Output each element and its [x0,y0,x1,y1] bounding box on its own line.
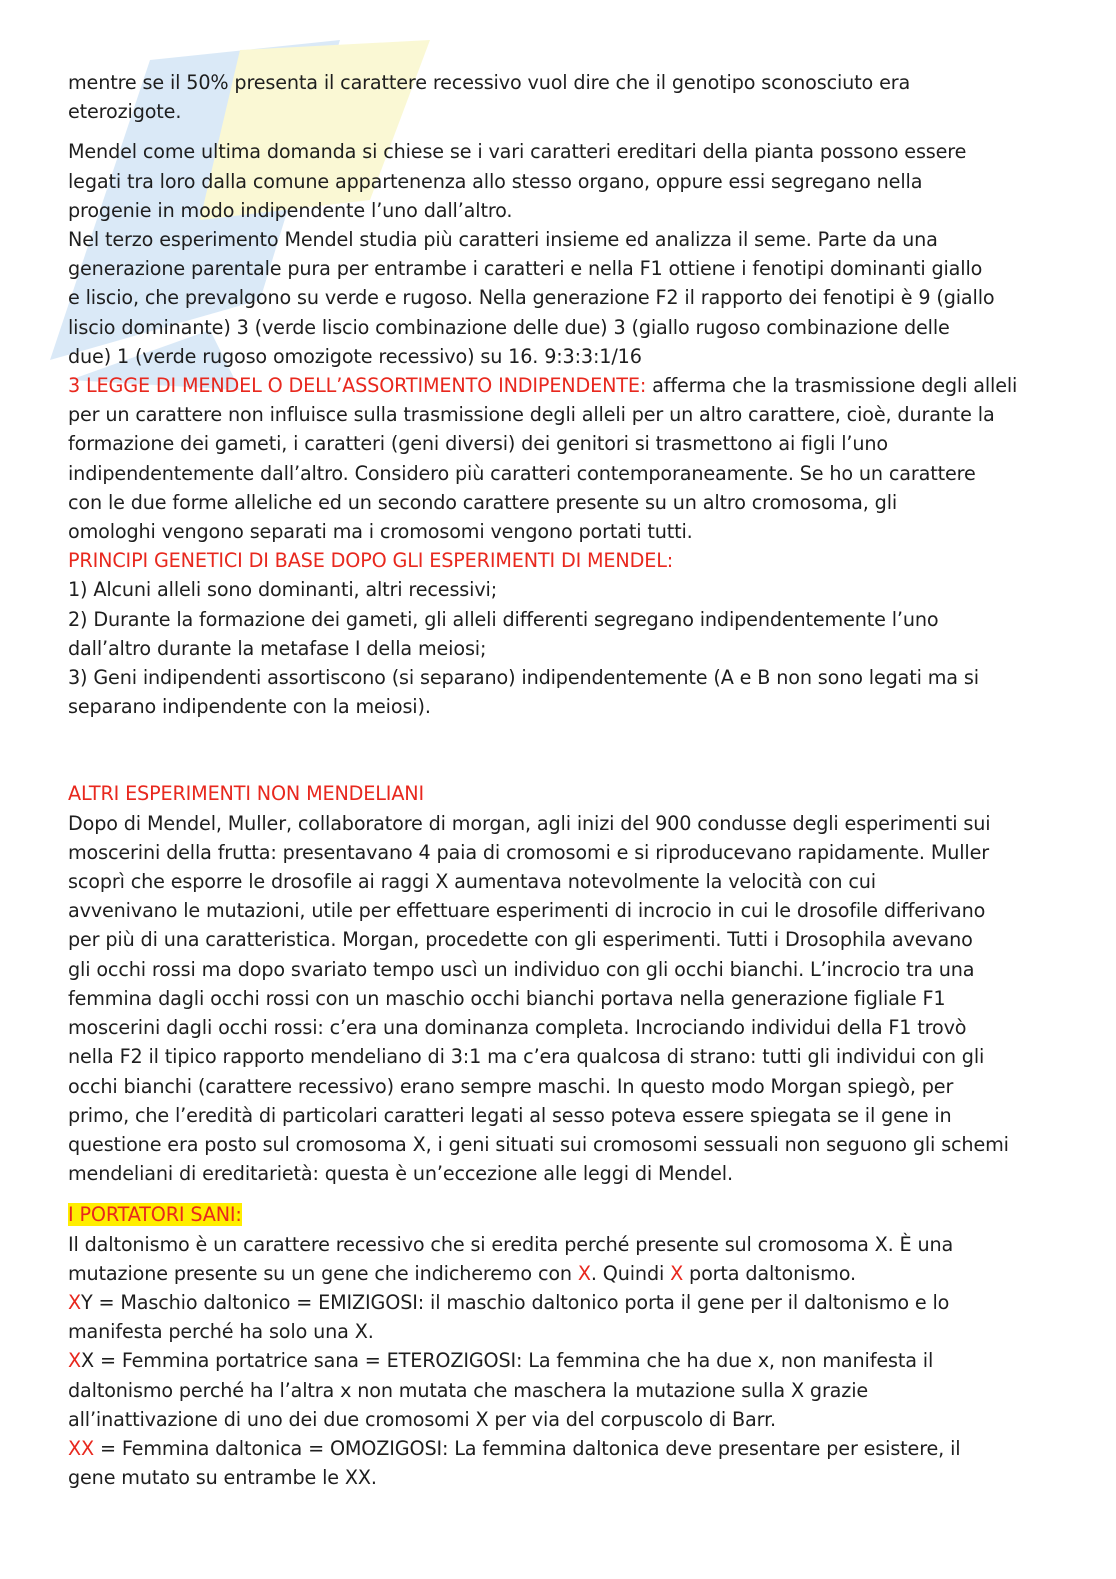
text-line [68,1200,1048,1229]
section-heading-third-law: 3 LEGGE DI MENDEL O DELL’ASSORTIMENTO INDIPENDENTE: [68,374,647,398]
paragraph-genetic-principles [68,546,1048,721]
text-span: mutazione presente su un gene che indicheremo con [68,1261,578,1285]
text-span: = Femmina daltonica = OMOZIGOSI: La femmina daltonica deve presentare per esistere, il [94,1436,961,1460]
text-line [68,1259,1048,1288]
text-line: omologhi vengono separati ma i cromosomi vengono portati tutti. [68,520,693,544]
text-line [68,371,1048,400]
text-line: gene mutato su entrambe le XX. [68,1466,377,1490]
text-line [68,1346,1048,1375]
paragraph-third-experiment [68,225,1048,371]
paragraph-intro [68,68,1048,126]
text-line: mentre se il 50% presenta il carattere recessivo vuol dire che il genotipo sconosciuto era [68,71,911,94]
text-line: Nel terzo esperimento Mendel studia più caratteri insieme ed analizza il seme. Parte da una [68,228,938,252]
paragraph-third-law [68,371,1048,546]
list-item: 2) Durante la formazione dei gameti, gli alleli differenti segregano indipendentemente l’uno [68,607,939,631]
text-line: manifesta perché ha solo una X. [68,1320,374,1344]
text-span: afferma che la trasmissione degli alleli [646,374,1018,398]
x-symbol: X [670,1261,684,1285]
text-line: gli occhi rossi ma dopo svariato tempo uscì un individuo con gli occhi bianchi. L’incrocio tra una [68,957,975,981]
text-line: avvenivano le mutazioni, utile per effettuare esperimenti di incrocio in cui le drosofile differivano [68,899,986,923]
text-line: moscerini dagli occhi rossi: c’era una dominanza completa. Incrociando individui della F1 trovò [68,1016,967,1040]
text-line: per più di una caratteristica. Morgan, procedette con gli esperimenti. Tutti i Drosophila avevano [68,928,973,952]
text-line: all’inattivazione di uno dei due cromosomi X per via del corpuscolo di Barr. [68,1407,776,1431]
text-line: scoprì che esporre le drosofile ai raggi X aumentava notevolmente la velocità con cui [68,870,876,894]
text-line: e liscio, che prevalgono su verde e rugoso. Nella generazione F2 il rapporto dei fenotipi è 9 (giallo [68,286,995,310]
text-line: primo, che l’eredità di particolari caratteri legati al sesso poteva essere spiegata se il gene in [68,1103,952,1127]
section-heading-carriers: I PORTATORI SANI: [68,1203,242,1227]
text-line: indipendentemente dall’altro. Considero più caratteri contemporaneamente. Se ho un carattere [68,461,976,485]
text-line: per un carattere non influisce sulla trasmissione degli alleli per un altro carattere, cioè, durante la [68,403,995,427]
text-line: mendeliani di ereditarietà: questa è un’eccezione alle leggi di Mendel. [68,1162,733,1186]
text-span: Y = Maschio daltonico = EMIZIGOSI: il maschio daltonico porta il gene per il daltonismo e lo [81,1290,950,1314]
text-span: X = Femmina portatrice sana = ETEROZIGOSI: La femmina che ha due x, non manifesta il [81,1349,934,1373]
text-line [68,1288,1048,1317]
text-span: . Quindi [590,1261,671,1285]
text-line: legati tra loro dalla comune appartenenza allo stesso organo, oppure essi segregano nella [68,169,923,193]
section-heading-non-mendelian: ALTRI ESPERIMENTI NON MENDELIANI [68,782,425,806]
list-item-continuation: dall’altro durante la metafase I della meiosi; [68,636,487,660]
text-line: questione era posto sul cromosoma X, i geni situati sui cromosomi sessuali non seguono gli schemi [68,1132,1009,1156]
text-line: moscerini della frutta: presentavano 4 paia di cromosomi e si riproducevano rapidamente. Muller [68,840,989,864]
section-heading-principles: PRINCIPI GENETICI DI BASE DOPO GLI ESPERIMENTI DI MENDEL: [68,549,674,573]
text-line: progenie in modo indipendente l’uno dall’altro. [68,198,513,222]
list-item-continuation: separano indipendente con la meiosi). [68,695,431,719]
list-item: 1) Alcuni alleli sono dominanti, altri recessivi; [68,578,498,602]
document-page [68,68,1048,1492]
paragraph-non-mendelian [68,779,1048,1188]
x-symbol: X [68,1290,81,1314]
text-line: due) 1 (verde rugoso omozigote recessivo) su 16. 9:3:3:1/16 [68,344,642,368]
xx-symbol: XX [68,1436,94,1460]
text-line: occhi bianchi (carattere recessivo) erano sempre maschi. In questo modo Morgan spiegò, per [68,1074,954,1098]
text-line: eterozigote. [68,100,182,124]
list-item: 3) Geni indipendenti assortiscono (si separano) indipendentemente (A e B non sono legati ma si [68,666,979,690]
text-line: Mendel come ultima domanda si chiese se i vari caratteri ereditari della pianta possono essere [68,140,967,164]
text-line: Il daltonismo è un carattere recessivo che si eredita perché presente sul cromosoma X. È una [68,1232,954,1256]
paragraph-carriers [68,1200,1048,1492]
text-line: con le due forme alleliche ed un secondo carattere presente su un altro cromosoma, gli [68,490,898,514]
text-span: porta daltonismo. [683,1261,856,1285]
x-symbol: X [577,1261,591,1285]
text-line: formazione dei gameti, i caratteri (geni diversi) dei genitori si trasmettono ai figli l’uno [68,432,888,456]
text-line: daltonismo perché ha l’altra x non mutata che maschera la mutazione sulla X grazie [68,1378,869,1402]
text-line: nella F2 il tipico rapporto mendeliano di 3:1 ma c’era qualcosa di strano: tutti gli individui con gli [68,1045,985,1069]
text-line: generazione parentale pura per entrambe i caratteri e nella F1 ottiene i fenotipi dominanti giallo [68,257,983,281]
x-symbol: X [68,1349,81,1373]
text-line: femmina dagli occhi rossi con un maschio occhi bianchi portava nella generazione figliale F1 [68,986,946,1010]
text-line [68,1434,1048,1463]
text-line: Dopo di Mendel, Muller, collaboratore di morgan, agli inizi del 900 condusse degli esperimenti sui [68,811,991,835]
paragraph-question [68,137,1048,225]
text-line: liscio dominante) 3 (verde liscio combinazione delle due) 3 (giallo rugoso combinazione delle [68,315,950,339]
